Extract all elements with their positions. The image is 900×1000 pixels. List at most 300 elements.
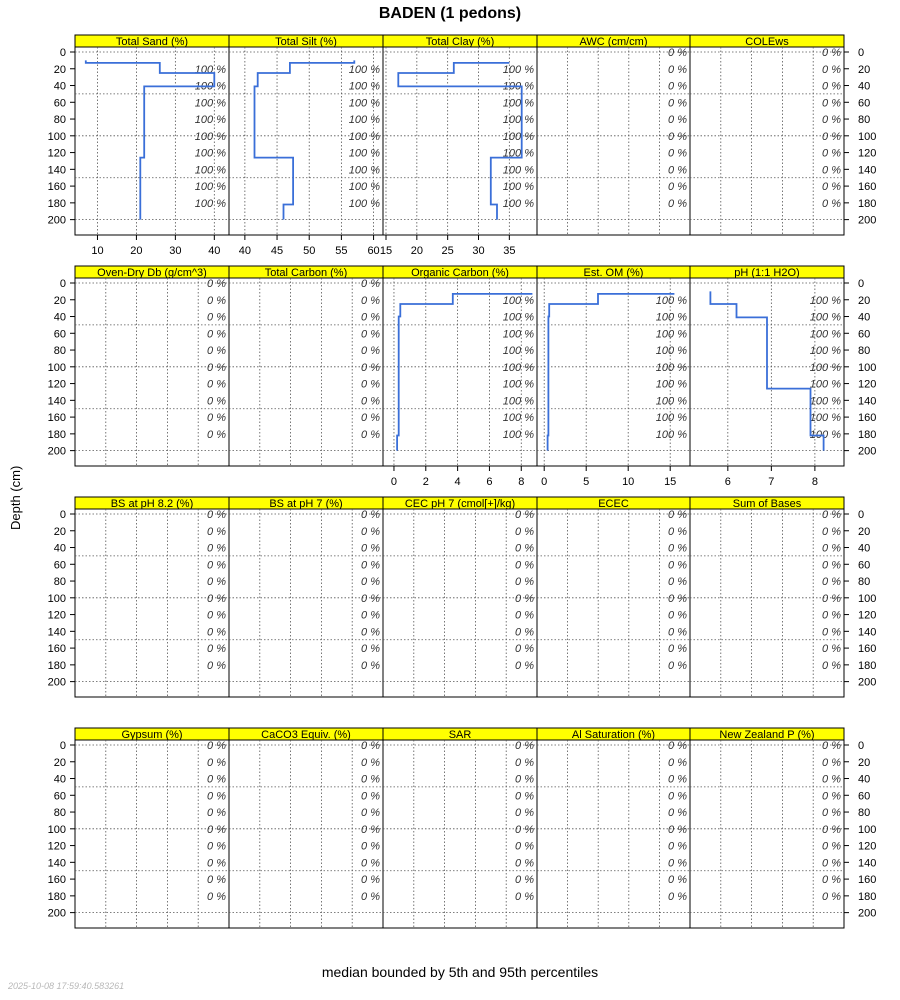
data-coverage-label: 0 % (515, 525, 534, 538)
y-tick-label-left: 180 (47, 428, 66, 441)
data-coverage-label: 0 % (668, 807, 687, 820)
y-tick-label-right: 80 (858, 807, 871, 820)
y-tick-label-right: 20 (858, 525, 871, 538)
data-coverage-label: 0 % (361, 609, 380, 622)
y-tick-label-left: 120 (47, 147, 66, 160)
y-tick-label-left: 80 (53, 345, 66, 358)
data-coverage-label: 0 % (207, 428, 226, 441)
y-tick-label-right: 40 (858, 80, 871, 93)
y-tick-label-right: 40 (858, 542, 871, 555)
y-tick-label-right: 160 (858, 181, 877, 194)
data-coverage-label: 100 % (348, 63, 380, 76)
data-coverage-label: 0 % (361, 395, 380, 408)
data-coverage-label: 0 % (822, 197, 841, 210)
y-tick-label-right: 200 (858, 907, 877, 920)
row-4-axes (48, 740, 877, 920)
data-coverage-label: 100 % (502, 97, 534, 110)
y-tick-label-right: 180 (858, 890, 877, 903)
data-coverage-label: 0 % (668, 740, 687, 752)
data-coverage-label: 0 % (515, 643, 534, 656)
data-coverage-label: 0 % (361, 823, 380, 836)
data-coverage-label: 100 % (502, 80, 534, 93)
data-coverage-label: 100 % (809, 294, 841, 307)
panel-ecec (537, 497, 690, 697)
y-tick-label-left: 120 (47, 378, 66, 391)
y-tick-label-left: 60 (53, 97, 66, 110)
y-tick-label-right: 60 (858, 559, 871, 572)
panel-strip-label: COLEws (745, 36, 789, 48)
data-coverage-label: 100 % (809, 412, 841, 425)
data-coverage-label: 0 % (668, 63, 687, 76)
data-coverage-label: 100 % (502, 63, 534, 76)
data-coverage-label: 100 % (502, 361, 534, 374)
data-coverage-label: 0 % (207, 328, 226, 341)
data-coverage-label: 0 % (361, 525, 380, 538)
data-coverage-label: 0 % (668, 823, 687, 836)
data-coverage-label: 0 % (822, 525, 841, 538)
y-tick-label-right: 180 (858, 428, 877, 441)
panel-bs-at-ph-8-2 (75, 497, 229, 697)
data-coverage-label: 0 % (361, 311, 380, 324)
y-tick-label-left: 20 (53, 294, 66, 307)
y-tick-label-right: 20 (858, 63, 871, 76)
x-tick-label: 10 (622, 476, 635, 488)
panel-strip-label: Gypsum (%) (121, 729, 183, 741)
y-tick-label-right: 180 (858, 659, 877, 672)
data-coverage-label: 0 % (822, 823, 841, 836)
data-coverage-label: 0 % (822, 47, 841, 59)
x-tick-label: 2 (422, 476, 429, 488)
y-tick-label-left: 40 (53, 542, 66, 555)
data-coverage-label: 100 % (502, 197, 534, 210)
panel-strip-label: Est. OM (%) (583, 267, 644, 279)
data-coverage-label: 0 % (515, 790, 534, 803)
data-coverage-label: 0 % (207, 412, 226, 425)
data-coverage-label: 0 % (207, 311, 226, 324)
x-tick-label: 6 (724, 476, 731, 488)
data-coverage-label: 0 % (361, 874, 380, 887)
panel-cec-ph-7-cmol-kg (383, 497, 537, 697)
data-coverage-label: 0 % (207, 542, 226, 555)
data-coverage-label: 0 % (668, 181, 687, 194)
y-axis-label: Depth (cm) (8, 465, 23, 530)
data-coverage-label: 0 % (822, 576, 841, 589)
panel-strip-label: Total Silt (%) (275, 36, 337, 48)
panel-frame (229, 740, 383, 928)
y-tick-label-left: 160 (47, 874, 66, 887)
y-tick-label-right: 200 (858, 445, 877, 458)
x-tick-label: 8 (518, 476, 525, 488)
y-tick-label-left: 100 (47, 361, 66, 374)
panel-frame (229, 509, 383, 697)
data-coverage-label: 100 % (502, 294, 534, 307)
data-coverage-label: 0 % (515, 559, 534, 572)
panel-frame (229, 278, 383, 466)
data-coverage-label: 0 % (668, 890, 687, 903)
y-tick-label-left: 20 (53, 525, 66, 538)
data-coverage-label: 100 % (194, 114, 226, 127)
x-tick-label: 15 (664, 476, 677, 488)
y-tick-label-left: 200 (47, 907, 66, 920)
data-coverage-label: 100 % (194, 130, 226, 143)
y-tick-label-left: 60 (53, 790, 66, 803)
y-tick-label-left: 180 (47, 890, 66, 903)
data-coverage-label: 100 % (502, 412, 534, 425)
data-coverage-label: 100 % (809, 311, 841, 324)
y-tick-label-left: 120 (47, 609, 66, 622)
data-coverage-label: 0 % (822, 756, 841, 769)
data-coverage-label: 0 % (515, 840, 534, 853)
data-coverage-label: 100 % (348, 114, 380, 127)
panel-bs-at-ph-7 (229, 497, 383, 697)
data-coverage-label: 0 % (207, 643, 226, 656)
data-coverage-label: 0 % (515, 659, 534, 672)
x-tick-label: 40 (208, 245, 221, 257)
panel-strip-label: CaCO3 Equiv. (%) (261, 729, 351, 741)
data-coverage-label: 0 % (668, 509, 687, 521)
y-tick-label-right: 200 (858, 214, 877, 227)
data-coverage-label: 0 % (668, 626, 687, 639)
x-tick-label: 50 (303, 245, 316, 257)
y-tick-label-left: 20 (53, 63, 66, 76)
y-tick-label-left: 40 (53, 80, 66, 93)
x-tick-label: 20 (130, 245, 143, 257)
x-tick-label: 20 (410, 245, 423, 257)
data-coverage-label: 0 % (668, 756, 687, 769)
data-coverage-label: 0 % (515, 542, 534, 555)
data-coverage-label: 0 % (361, 890, 380, 903)
data-coverage-label: 100 % (348, 197, 380, 210)
row-3-axes (48, 509, 877, 689)
data-coverage-label: 0 % (668, 659, 687, 672)
data-coverage-label: 0 % (207, 525, 226, 538)
data-coverage-label: 0 % (822, 592, 841, 605)
data-coverage-label: 100 % (502, 395, 534, 408)
y-tick-label-left: 40 (53, 311, 66, 324)
data-coverage-label: 0 % (361, 740, 380, 752)
panel-frame (690, 509, 844, 697)
data-coverage-label: 0 % (822, 626, 841, 639)
y-tick-label-right: 80 (858, 114, 871, 127)
x-tick-label: 0 (390, 476, 398, 488)
y-tick-label-left: 140 (47, 164, 66, 177)
data-coverage-label: 0 % (361, 542, 380, 555)
data-coverage-label: 0 % (822, 773, 841, 786)
y-tick-label-right: 20 (858, 294, 871, 307)
panel-strip-label: New Zealand P (%) (719, 729, 815, 741)
figure-title: BADEN (1 pedons) (378, 5, 522, 22)
data-coverage-label: 100 % (194, 63, 226, 76)
panel-strip-label: Organic Carbon (%) (411, 267, 509, 279)
y-tick-label-right: 140 (858, 857, 877, 870)
data-coverage-label: 100 % (655, 294, 687, 307)
data-coverage-label: 0 % (515, 740, 534, 752)
panel-oven-dry-db-g-cm-3 (75, 266, 229, 466)
panel-strip-label: pH (1:1 H2O) (734, 267, 800, 279)
data-coverage-label: 0 % (822, 740, 841, 752)
x-tick-label: 35 (503, 245, 516, 257)
data-coverage-label: 100 % (502, 311, 534, 324)
data-coverage-label: 0 % (361, 807, 380, 820)
y-tick-label-right: 120 (858, 609, 877, 622)
y-tick-label-left: 160 (47, 412, 66, 425)
data-coverage-label: 0 % (515, 592, 534, 605)
y-tick-label-left: 140 (47, 857, 66, 870)
y-tick-label-right: 120 (858, 147, 877, 160)
data-coverage-label: 0 % (207, 756, 226, 769)
data-coverage-label: 100 % (502, 378, 534, 391)
y-tick-label-right: 100 (858, 823, 877, 836)
panel-strip-label: CEC pH 7 (cmol[+]/kg) (404, 498, 516, 510)
data-coverage-label: 0 % (361, 345, 380, 358)
data-coverage-label: 100 % (655, 378, 687, 391)
panel-strip-label: BS at pH 7 (%) (269, 498, 343, 510)
x-tick-label: 6 (486, 476, 493, 488)
data-coverage-label: 100 % (502, 181, 534, 194)
data-coverage-label: 0 % (668, 97, 687, 110)
y-tick-label-right: 140 (858, 164, 877, 177)
data-coverage-label: 100 % (655, 361, 687, 374)
data-coverage-label: 100 % (809, 395, 841, 408)
y-tick-label-left: 160 (47, 643, 66, 656)
panel-frame (690, 740, 844, 928)
x-tick-label: 8 (811, 476, 818, 488)
data-coverage-label: 100 % (502, 428, 534, 441)
data-coverage-label: 100 % (655, 311, 687, 324)
panel-total-sand (75, 35, 229, 257)
panel-strip-label: ECEC (598, 498, 629, 510)
x-tick-label: 0 (541, 476, 548, 488)
y-tick-label-left: 140 (47, 626, 66, 639)
panel-strip-label: Total Carbon (%) (264, 267, 348, 279)
timestamp: 2025-10-08 17:59:40.583261 (8, 981, 125, 991)
data-coverage-label: 100 % (655, 345, 687, 358)
panel-strip-label: BS at pH 8.2 (%) (110, 498, 194, 510)
panel-organic-carbon (383, 266, 537, 488)
data-coverage-label: 100 % (348, 130, 380, 143)
y-tick-label-right: 40 (858, 311, 871, 324)
y-tick-label-left: 140 (47, 395, 66, 408)
data-coverage-label: 0 % (668, 840, 687, 853)
data-coverage-label: 0 % (668, 592, 687, 605)
y-tick-label-left: 100 (47, 592, 66, 605)
data-coverage-label: 0 % (207, 740, 226, 752)
data-coverage-label: 0 % (207, 790, 226, 803)
data-coverage-label: 100 % (502, 114, 534, 127)
data-coverage-label: 0 % (361, 756, 380, 769)
x-tick-label: 25 (441, 245, 454, 257)
data-coverage-label: 0 % (361, 559, 380, 572)
data-coverage-label: 0 % (668, 874, 687, 887)
data-coverage-label: 0 % (361, 328, 380, 341)
y-tick-label-right: 100 (858, 361, 877, 374)
y-tick-label-left: 120 (47, 840, 66, 853)
y-tick-label-right: 140 (858, 395, 877, 408)
y-tick-label-right: 160 (858, 412, 877, 425)
y-tick-label-right: 120 (858, 378, 877, 391)
x-tick-label: 55 (335, 245, 348, 257)
x-tick-label: 40 (238, 245, 251, 257)
data-coverage-label: 0 % (822, 164, 841, 177)
data-coverage-label: 0 % (207, 659, 226, 672)
panel-sar (383, 728, 537, 928)
x-tick-label: 30 (169, 245, 182, 257)
data-coverage-label: 0 % (207, 361, 226, 374)
x-tick-label: 10 (91, 245, 104, 257)
data-coverage-label: 100 % (655, 428, 687, 441)
data-coverage-label: 100 % (655, 328, 687, 341)
data-coverage-label: 0 % (822, 559, 841, 572)
data-coverage-label: 0 % (515, 509, 534, 521)
data-coverage-label: 0 % (207, 278, 226, 290)
data-coverage-label: 0 % (207, 626, 226, 639)
data-coverage-label: 100 % (502, 345, 534, 358)
y-tick-label-left: 0 (59, 47, 66, 59)
data-coverage-label: 0 % (822, 542, 841, 555)
data-coverage-label: 0 % (207, 807, 226, 820)
data-coverage-label: 0 % (515, 807, 534, 820)
data-coverage-label: 0 % (822, 63, 841, 76)
data-coverage-label: 0 % (207, 874, 226, 887)
data-coverage-label: 0 % (668, 80, 687, 93)
median-profile-line (255, 60, 355, 219)
panel-strip-label: Oven-Dry Db (g/cm^3) (97, 267, 207, 279)
data-coverage-label: 0 % (207, 559, 226, 572)
data-coverage-label: 100 % (809, 378, 841, 391)
data-coverage-label: 0 % (515, 890, 534, 903)
data-coverage-label: 0 % (207, 509, 226, 521)
data-coverage-label: 100 % (194, 97, 226, 110)
y-tick-label-left: 80 (53, 114, 66, 127)
data-coverage-label: 0 % (822, 609, 841, 622)
data-coverage-label: 100 % (502, 328, 534, 341)
data-coverage-label: 0 % (361, 412, 380, 425)
data-coverage-label: 100 % (348, 181, 380, 194)
y-tick-label-left: 180 (47, 197, 66, 210)
y-tick-label-right: 100 (858, 130, 877, 143)
data-coverage-label: 0 % (207, 857, 226, 870)
data-coverage-label: 0 % (668, 773, 687, 786)
data-coverage-label: 0 % (668, 130, 687, 143)
y-tick-label-left: 0 (59, 278, 66, 290)
y-tick-label-right: 160 (858, 874, 877, 887)
y-tick-label-right: 20 (858, 756, 871, 769)
data-coverage-label: 0 % (361, 659, 380, 672)
y-tick-label-left: 20 (53, 756, 66, 769)
y-tick-label-left: 60 (53, 559, 66, 572)
median-profile-line (710, 291, 823, 450)
y-tick-label-left: 200 (47, 214, 66, 227)
panel-frame (383, 740, 537, 928)
y-tick-label-right: 40 (858, 773, 871, 786)
data-coverage-label: 100 % (809, 361, 841, 374)
data-coverage-label: 0 % (515, 823, 534, 836)
panel-ph-1-1-h2o (690, 266, 844, 488)
data-coverage-label: 0 % (822, 509, 841, 521)
data-coverage-label: 0 % (822, 807, 841, 820)
panel-colews (690, 35, 844, 235)
x-tick-label: 7 (768, 476, 775, 488)
y-tick-label-left: 40 (53, 773, 66, 786)
data-coverage-label: 0 % (207, 294, 226, 307)
y-tick-label-right: 0 (858, 278, 865, 290)
data-coverage-label: 0 % (207, 378, 226, 391)
panel-al-saturation (537, 728, 690, 928)
data-coverage-label: 0 % (361, 361, 380, 374)
data-coverage-label: 0 % (822, 114, 841, 127)
panel-caco3-equiv (229, 728, 383, 928)
y-tick-label-right: 0 (858, 509, 865, 521)
data-coverage-label: 0 % (668, 790, 687, 803)
panel-est-om (537, 266, 690, 488)
data-coverage-label: 0 % (668, 47, 687, 59)
y-tick-label-left: 200 (47, 676, 66, 689)
y-tick-label-right: 140 (858, 626, 877, 639)
y-tick-label-left: 80 (53, 576, 66, 589)
data-coverage-label: 0 % (822, 643, 841, 656)
data-coverage-label: 0 % (361, 840, 380, 853)
data-coverage-label: 0 % (515, 576, 534, 589)
data-coverage-label: 0 % (822, 790, 841, 803)
data-coverage-label: 0 % (361, 378, 380, 391)
data-coverage-label: 0 % (668, 857, 687, 870)
data-coverage-label: 0 % (207, 823, 226, 836)
panel-total-silt (229, 35, 383, 257)
panel-frame (75, 509, 229, 697)
row-1-axes (48, 47, 877, 227)
data-coverage-label: 0 % (822, 890, 841, 903)
y-tick-label-right: 0 (858, 47, 865, 59)
data-coverage-label: 0 % (207, 840, 226, 853)
data-coverage-label: 0 % (207, 576, 226, 589)
data-coverage-label: 0 % (515, 626, 534, 639)
panel-frame (383, 509, 537, 697)
panel-frame (75, 740, 229, 928)
data-coverage-label: 0 % (822, 147, 841, 160)
panel-strip-label: Al Saturation (%) (571, 729, 656, 741)
data-coverage-label: 100 % (655, 395, 687, 408)
y-tick-label-left: 180 (47, 659, 66, 672)
data-coverage-label: 0 % (668, 164, 687, 177)
y-tick-label-left: 160 (47, 181, 66, 194)
data-coverage-label: 0 % (515, 857, 534, 870)
data-coverage-label: 100 % (809, 328, 841, 341)
data-coverage-label: 0 % (361, 643, 380, 656)
data-coverage-label: 100 % (502, 164, 534, 177)
data-coverage-label: 0 % (207, 609, 226, 622)
data-coverage-label: 100 % (194, 147, 226, 160)
panel-sum-of-bases (690, 497, 844, 697)
panel-strip-label: Total Clay (%) (425, 36, 495, 48)
data-coverage-label: 0 % (668, 114, 687, 127)
panel-strip-label: Sum of Bases (732, 498, 802, 510)
y-tick-label-left: 0 (59, 740, 66, 752)
data-coverage-label: 0 % (207, 773, 226, 786)
data-coverage-label: 0 % (668, 525, 687, 538)
y-tick-label-left: 60 (53, 328, 66, 341)
data-coverage-label: 0 % (361, 509, 380, 521)
data-coverage-label: 0 % (361, 576, 380, 589)
data-coverage-label: 0 % (668, 609, 687, 622)
data-coverage-label: 100 % (194, 164, 226, 177)
y-tick-label-right: 60 (858, 328, 871, 341)
row-2-axes (48, 278, 877, 458)
y-tick-label-right: 0 (858, 740, 865, 752)
footer-caption: median bounded by 5th and 95th percentiles (321, 964, 599, 980)
data-coverage-label: 0 % (515, 773, 534, 786)
x-tick-label: 15 (379, 245, 393, 257)
data-coverage-label: 0 % (361, 428, 380, 441)
